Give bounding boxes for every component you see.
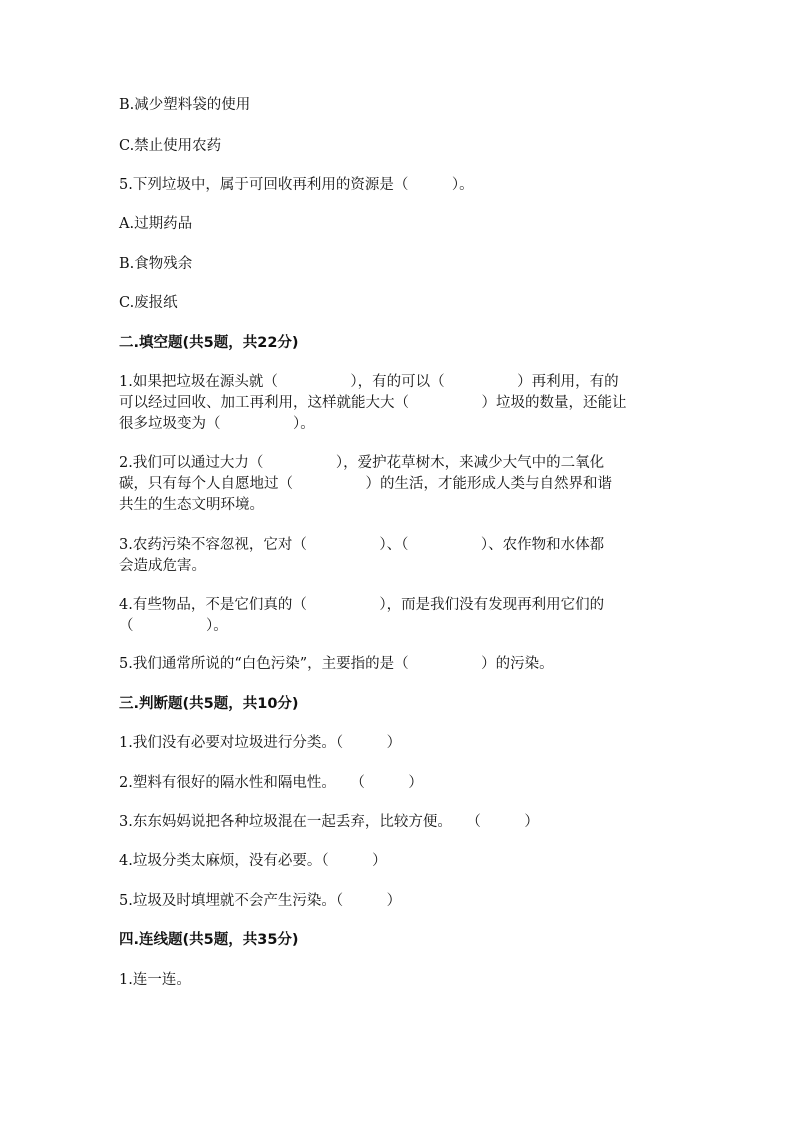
mc-q5-option-b: B.食物残余 <box>119 256 193 272</box>
fill-q1-line2: 可以经过回收、加工再利用，这样就能大大（ ）垃圾的数量，还能让 <box>119 395 627 411</box>
fill-q1-line3: 很多垃圾变为（ ）。 <box>119 416 315 432</box>
matching-q1: 1.连一连。 <box>119 972 191 988</box>
mc-q5-option-a: A.过期药品 <box>119 216 193 232</box>
fill-q4-line2: （ ）。 <box>119 618 228 634</box>
fill-q4-line1: 4.有些物品，不是它们真的（ ），而是我们没有发现再利用它们的 <box>119 597 605 613</box>
fill-q2-line1: 2.我们可以通过大力（ ），爱护花草树木，来减少大气中的二氧化 <box>119 455 605 471</box>
mc-question-5: 5.下列垃圾中，属于可回收再利用的资源是（ ）。 <box>119 177 474 193</box>
fill-q3-line2: 会造成危害。 <box>119 558 206 574</box>
fill-q2-line3: 共生的生态文明环境。 <box>119 497 264 513</box>
fill-q3-line1: 3.农药污染不容忽视，它对（ ）、（ ）、农作物和水体都 <box>119 537 605 553</box>
section-heading-judgement: 三.判断题(共5题，共10分) <box>119 696 299 712</box>
judge-q1: 1.我们没有必要对垃圾进行分类。（ ） <box>119 735 402 751</box>
section-heading-fill-blank: 二.填空题(共5题，共22分) <box>119 335 299 351</box>
mc-q5-option-c: C.废报纸 <box>119 295 178 311</box>
section-heading-matching: 四.连线题(共5题，共35分) <box>119 932 299 948</box>
option-b-reduce-plastic-bags: B.减少塑料袋的使用 <box>119 97 251 113</box>
fill-q5: 5.我们通常所说的“白色污染”，主要指的是（ ）的污染。 <box>119 656 554 672</box>
judge-q3: 3.东东妈妈说把各种垃圾混在一起丢弃，比较方便。 （ ） <box>119 814 539 830</box>
judge-q2: 2.塑料有很好的隔水性和隔电性。 （ ） <box>119 775 423 791</box>
judge-q4: 4.垃圾分类太麻烦，没有必要。（ ） <box>119 853 387 869</box>
fill-q1-line1: 1.如果把垃圾在源头就（ ），有的可以（ ）再利用，有的 <box>119 374 619 390</box>
judge-q5: 5.垃圾及时填埋就不会产生污染。（ ） <box>119 893 402 909</box>
fill-q2-line2: 碳，只有每个人自愿地过（ ）的生活，才能形成人类与自然界和谐 <box>119 476 612 492</box>
option-c-ban-pesticides: C.禁止使用农药 <box>119 138 222 154</box>
